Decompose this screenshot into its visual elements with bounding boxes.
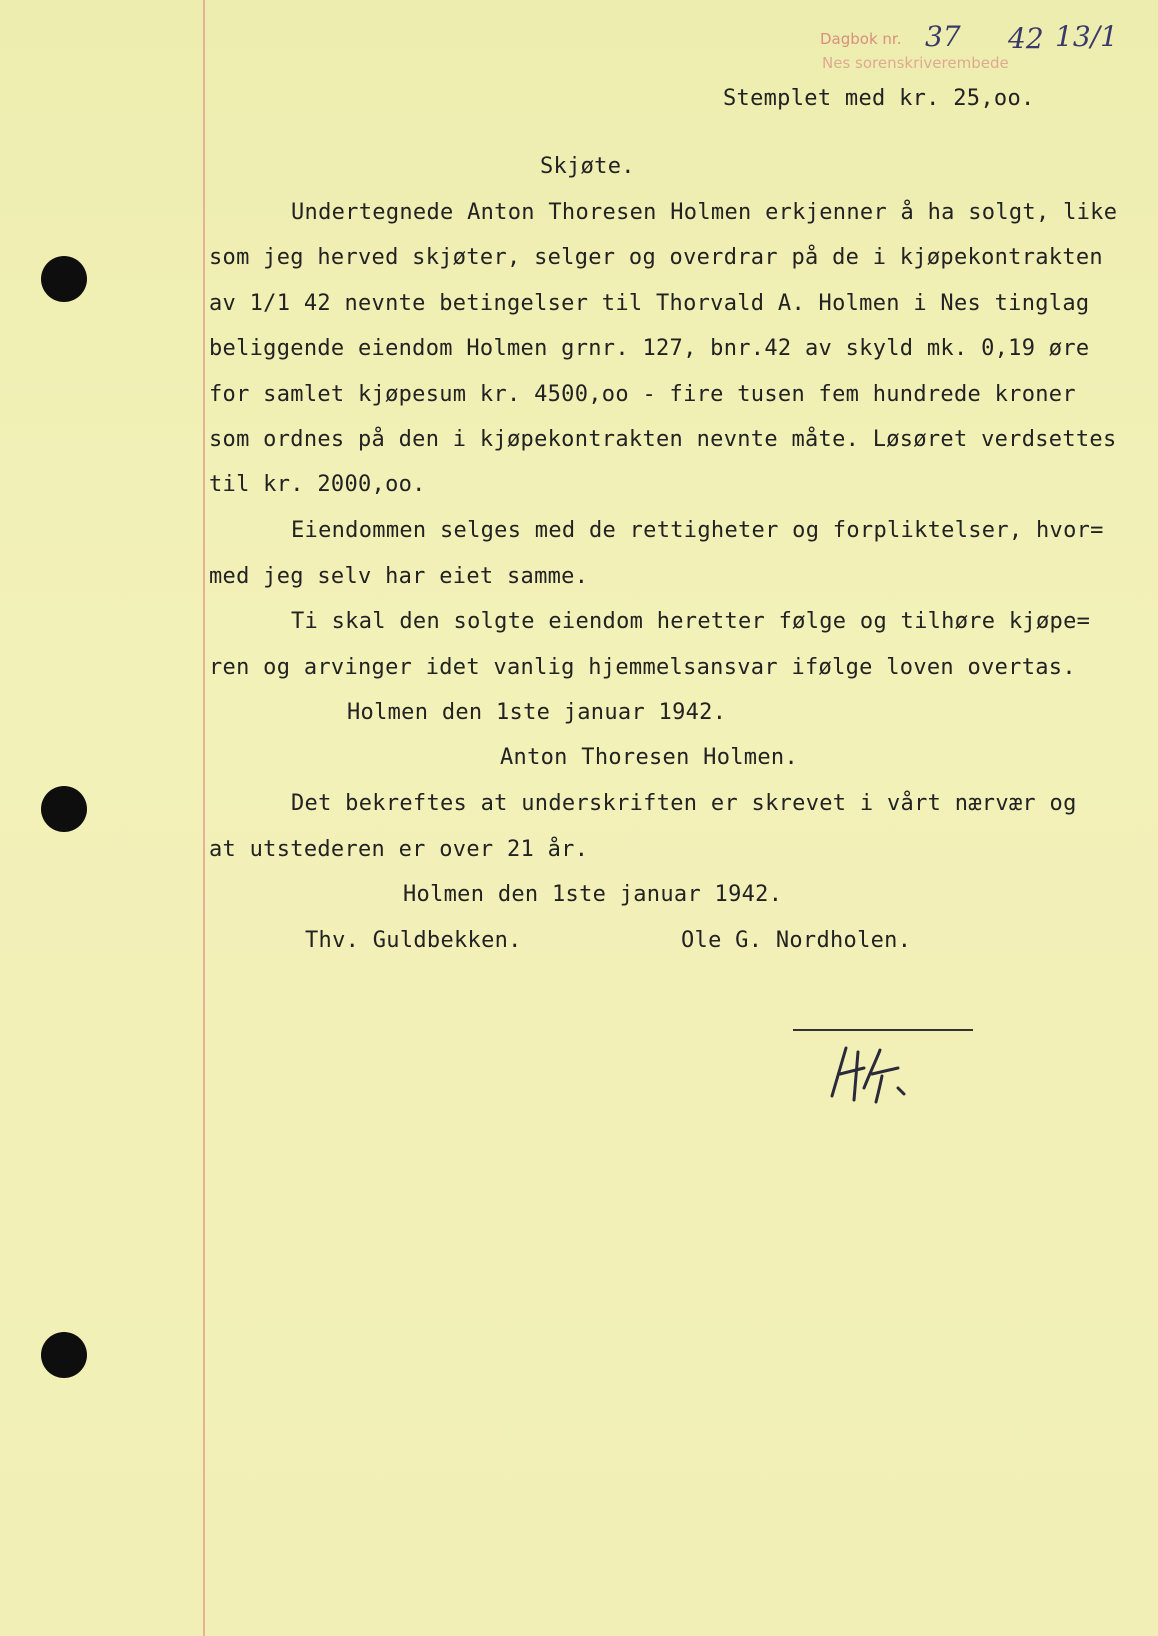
initials-signature: [820, 1038, 930, 1118]
signer-name: Anton Thoresen Holmen.: [500, 745, 798, 770]
stamp-line-2: Nes sorenskriverembede: [822, 54, 1009, 72]
place-date-line: Holmen den 1ste januar 1942.: [403, 882, 783, 907]
witness-1: Thv. Guldbekken.: [305, 928, 522, 953]
punch-hole-bottom: [41, 1332, 87, 1378]
paragraph3-line: Ti skal den solgte eiendom heretter følge og tilhøre kjøpe=: [291, 609, 1091, 634]
handwritten-number: 37: [925, 20, 961, 53]
stamp-fee-line: Stemplet med kr. 25,oo.: [723, 86, 1035, 111]
document-title: Skjøte.: [540, 154, 635, 179]
witness-2: Ole G. Nordholen.: [681, 928, 912, 953]
stamp-line-1: Dagbok nr.: [820, 30, 902, 48]
handwritten-year: 42: [1008, 22, 1044, 55]
paragraph1-line: Undertegnede Anton Thoresen Holmen erkjenner å ha solgt, like: [291, 200, 1118, 225]
paragraph3-line: ren og arvinger idet vanlig hjemmelsansvar ifølge loven overtas.: [209, 655, 1076, 680]
paragraph1-line: til kr. 2000,oo.: [209, 472, 426, 497]
signature-rule: [793, 1029, 973, 1031]
punch-hole-middle: [41, 786, 87, 832]
paragraph1-line: av 1/1 42 nevnte betingelser til Thorvald A. Holmen i Nes tinglag: [209, 291, 1090, 316]
handwritten-date: 13/1: [1055, 20, 1118, 53]
attestation-line: at utstederen er over 21 år.: [209, 837, 589, 862]
paragraph2-line: Eiendommen selges med de rettigheter og forpliktelser, hvor=: [291, 518, 1104, 543]
paragraph1-line: som jeg herved skjøter, selger og overdrar på de i kjøpekontrakten: [209, 245, 1103, 270]
paragraph1-line: beliggende eiendom Holmen grnr. 127, bnr.42 av skyld mk. 0,19 øre: [209, 336, 1090, 361]
paragraph1-line: for samlet kjøpesum kr. 4500,oo - fire tusen fem hundrede kroner: [209, 382, 1076, 407]
place-date-line: Holmen den 1ste januar 1942.: [347, 700, 727, 725]
punch-hole-top: [41, 256, 87, 302]
paragraph1-line: som ordnes på den i kjøpekontrakten nevnte måte. Løsøret verdsettes: [209, 427, 1117, 452]
margin-line: [203, 0, 205, 1636]
paragraph2-line: med jeg selv har eiet samme.: [209, 564, 589, 589]
attestation-line: Det bekreftes at underskriften er skrevet i vårt nærvær og: [291, 791, 1077, 816]
